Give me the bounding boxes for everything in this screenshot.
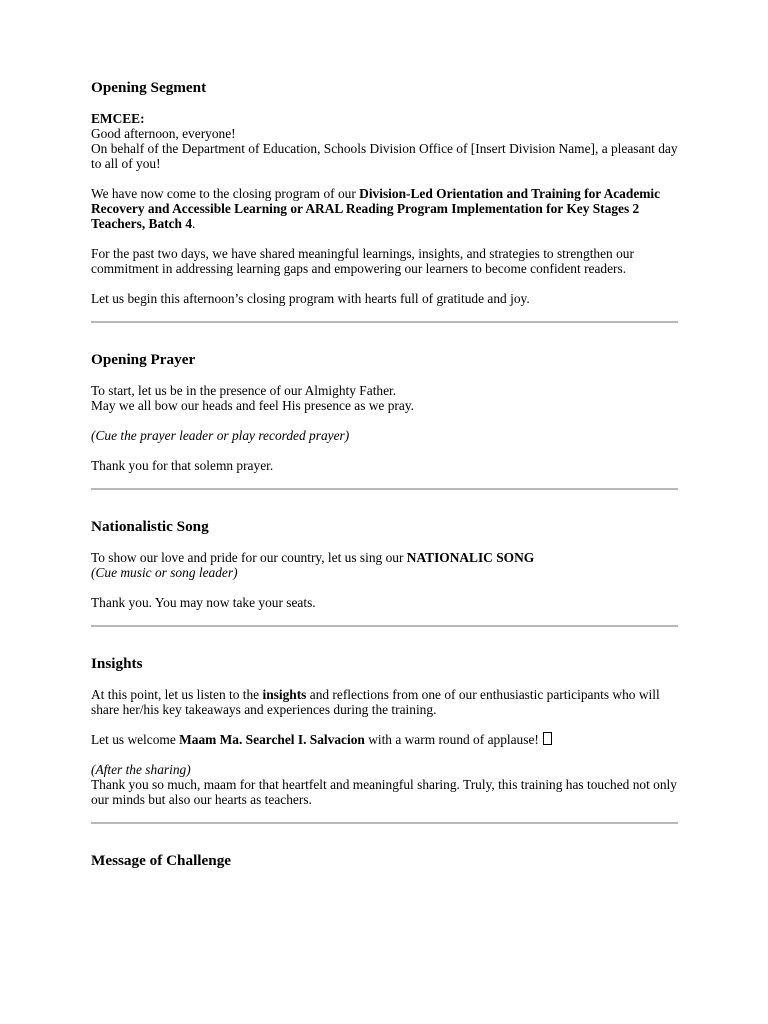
- greeting-text: Good afternoon, everyone!: [91, 126, 236, 141]
- section-title-message-of-challenge: Message of Challenge: [91, 852, 232, 869]
- prayer-cue-text: (Cue the prayer leader or play recorded prayer): [91, 428, 350, 443]
- welcome-post: with a warm round of applause!: [364, 732, 539, 747]
- section-divider: [91, 488, 678, 490]
- speaker-name: Maam Ma. Searchel I. Salvacion: [179, 732, 365, 747]
- closing-intro-post: .: [192, 216, 196, 231]
- section-title-opening-segment: Opening Segment: [91, 79, 207, 96]
- missing-glyph-icon: [543, 732, 552, 745]
- prayer-line-2: May we all bow our heads and feel His presence as we pray.: [91, 398, 414, 413]
- emcee-greeting-paragraph: [91, 111, 681, 171]
- after-sharing-paragraph: [91, 762, 681, 807]
- insights-thanks: Thank you so much, maam for that heartfelt and meaningful sharing. Truly, this training has touched not only our minds but also our hearts as teachers.: [91, 777, 677, 807]
- closing-intro-paragraph: [91, 186, 681, 231]
- insights-line-pre: At this point, let us listen to the: [91, 687, 263, 702]
- section-title-insights: Insights: [91, 655, 143, 672]
- song-thanks: Thank you. You may now take your seats.: [91, 595, 316, 610]
- song-name: NATIONALIC SONG: [406, 550, 535, 565]
- song-paragraph: [91, 550, 681, 580]
- prayer-intro-paragraph: [91, 383, 681, 413]
- prayer-thanks: Thank you for that solemn prayer.: [91, 458, 274, 473]
- program-name: Division-Led Orientation and Training for Academic Recovery and Accessible Learning or ARAL Reading Program Implementation for Key Stages 2 Teachers, Batch 4: [91, 186, 661, 231]
- prayer-line-1: To start, let us be in the presence of our Almighty Father.: [91, 383, 397, 398]
- song-line: [91, 550, 681, 565]
- song-cue: (Cue music or song leader): [91, 565, 238, 580]
- welcome-speaker-paragraph: [91, 732, 681, 747]
- insights-word: insights: [262, 687, 307, 702]
- welcome-pre: Let us welcome: [91, 732, 180, 747]
- section-divider: [91, 822, 678, 824]
- closing-intro-pre: We have now come to the closing program of our: [91, 186, 360, 201]
- section-title-nationalistic-song: Nationalistic Song: [91, 518, 209, 535]
- section-title-opening-prayer: Opening Prayer: [91, 351, 196, 368]
- past-days-paragraph: For the past two days, we have shared meaningful learnings, insights, and strategies to strengthen our commitment in addressing learning gaps and empowering our learners to become confident readers.: [91, 246, 634, 276]
- section-divider: [91, 625, 678, 627]
- emcee-label: EMCEE:: [91, 111, 145, 126]
- section-divider: [91, 321, 678, 323]
- behalf-text: On behalf of the Department of Education, Schools Division Office of [Insert Division Name], a pleasant day to all of you!: [91, 141, 678, 171]
- prayer-cue: [91, 428, 681, 443]
- begin-paragraph: Let us begin this afternoon’s closing program with hearts full of gratitude and joy.: [91, 291, 530, 306]
- insights-intro-paragraph: [91, 687, 681, 717]
- script-content: [91, 79, 681, 869]
- song-line-pre: To show our love and pride for our country, let us sing our: [91, 550, 407, 565]
- insights-line-post: and reflections from one of our enthusiastic participants who will share her/his key takeaways and experiences during the training.: [91, 687, 660, 717]
- after-sharing-cue: (After the sharing): [91, 762, 191, 777]
